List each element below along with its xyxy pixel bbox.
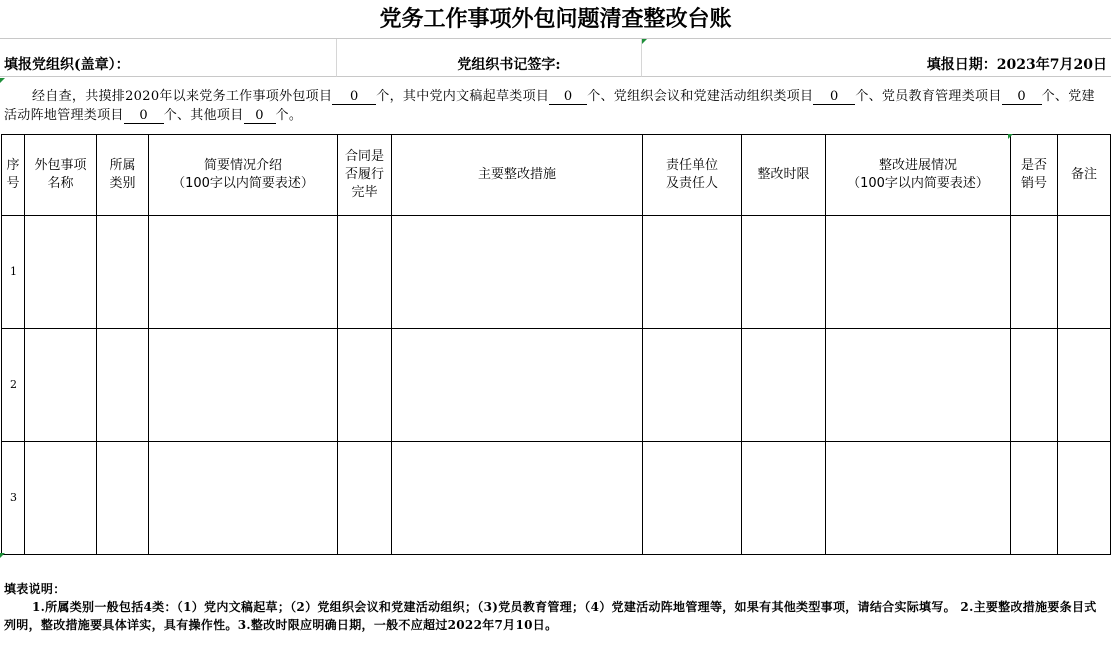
table-cell[interactable]	[97, 216, 149, 329]
table-cell[interactable]	[1011, 216, 1058, 329]
table-cell[interactable]	[149, 216, 338, 329]
table-cell[interactable]	[1058, 442, 1111, 555]
col-header-measures: 主要整改措施	[392, 135, 643, 216]
draft-count-value: 0	[549, 89, 587, 105]
table-cell[interactable]	[392, 329, 643, 442]
fill-date-label: 填报日期：2023年7月20日	[642, 39, 1111, 77]
col-header-brief: 简要情况介绍 （100字以内简要表述）	[149, 135, 338, 216]
table-cell[interactable]	[25, 216, 97, 329]
instructions-body: 1.所属类别一般包括4类：（1）党内文稿起草；（2）党组织会议和党建活动组织；（3)党员教育管理；（4）党建活动阵地管理等，如果有其他类型事项，请结合实际填写。 2.主要整改措施要条目式列明，整改措施要具体详实，具有操作性。3.整改时限应明确日期，一般不应超过2022年7月10日。	[4, 600, 1097, 632]
col-header-progress: 整改进展情况 （100字以内简要表述）	[826, 135, 1011, 216]
table-cell[interactable]	[338, 442, 392, 555]
table-cell[interactable]	[149, 329, 338, 442]
table-cell[interactable]	[25, 329, 97, 442]
other-count-value: 0	[244, 108, 276, 124]
col-header-remarks: 备注	[1058, 135, 1111, 216]
row-number[interactable]: 1	[2, 216, 25, 329]
row-number[interactable]: 2	[2, 329, 25, 442]
page-title: 党务工作事项外包问题清查整改台账	[0, 0, 1111, 39]
table-cell[interactable]	[1058, 216, 1111, 329]
table-cell[interactable]	[338, 329, 392, 442]
col-header-closed: 是否 销号	[1011, 135, 1058, 216]
secretary-signature-label: 党组织书记签字:	[337, 39, 642, 77]
table-cell[interactable]	[643, 329, 742, 442]
col-header-deadline: 整改时限	[742, 135, 826, 216]
venue-count-value: 0	[124, 108, 164, 124]
table-cell[interactable]	[826, 216, 1011, 329]
table-cell[interactable]	[1011, 329, 1058, 442]
meeting-count-value: 0	[813, 89, 855, 105]
col-header-responsible: 责任单位 及责任人	[643, 135, 742, 216]
table-cell[interactable]	[392, 442, 643, 555]
col-header-category: 所属 类别	[97, 135, 149, 216]
table-row	[2, 216, 1111, 329]
table-cell[interactable]	[643, 216, 742, 329]
table-cell[interactable]	[338, 216, 392, 329]
table-row	[2, 329, 1111, 442]
col-header-seq: 序 号	[2, 135, 25, 216]
row-number[interactable]: 3	[2, 442, 25, 555]
org-label: 填报党组织(盖章）：	[0, 39, 337, 77]
cell-marker-icon	[642, 39, 647, 44]
table-row	[2, 442, 1111, 555]
rectification-ledger-table	[1, 134, 1111, 555]
table-cell[interactable]	[643, 442, 742, 555]
table-cell[interactable]	[149, 442, 338, 555]
education-count-value: 0	[1002, 89, 1042, 105]
total-count-value: 0	[332, 89, 376, 105]
table-cell[interactable]	[97, 329, 149, 442]
cell-marker-icon	[0, 553, 5, 558]
intro-paragraph: 经自查，共摸排2020年以来党务工作事项外包项目 0 个，其中党内文稿起草类项目 0 个、党组织会议和党建活动组织类项目 0 个、党员教育管理类项目 0 个、党建活动阵地管理类项目 0 个、其他项目 0 个。	[4, 89, 1095, 123]
table-cell[interactable]	[742, 442, 826, 555]
cell-marker-icon	[1008, 134, 1013, 139]
table-cell[interactable]	[97, 442, 149, 555]
instructions-heading: 填表说明：	[4, 582, 66, 596]
table-cell[interactable]	[742, 329, 826, 442]
table-cell[interactable]	[742, 216, 826, 329]
table-cell[interactable]	[1011, 442, 1058, 555]
table-cell[interactable]	[826, 329, 1011, 442]
table-cell[interactable]	[826, 442, 1011, 555]
table-cell[interactable]	[1058, 329, 1111, 442]
col-header-contract: 合同是 否履行 完毕	[338, 135, 392, 216]
table-header-row	[2, 135, 1111, 216]
table-cell[interactable]	[392, 216, 643, 329]
col-header-item-name: 外包事项 名称	[25, 135, 97, 216]
table-cell[interactable]	[25, 442, 97, 555]
cell-marker-icon	[0, 78, 5, 83]
fill-instructions	[0, 578, 1111, 660]
